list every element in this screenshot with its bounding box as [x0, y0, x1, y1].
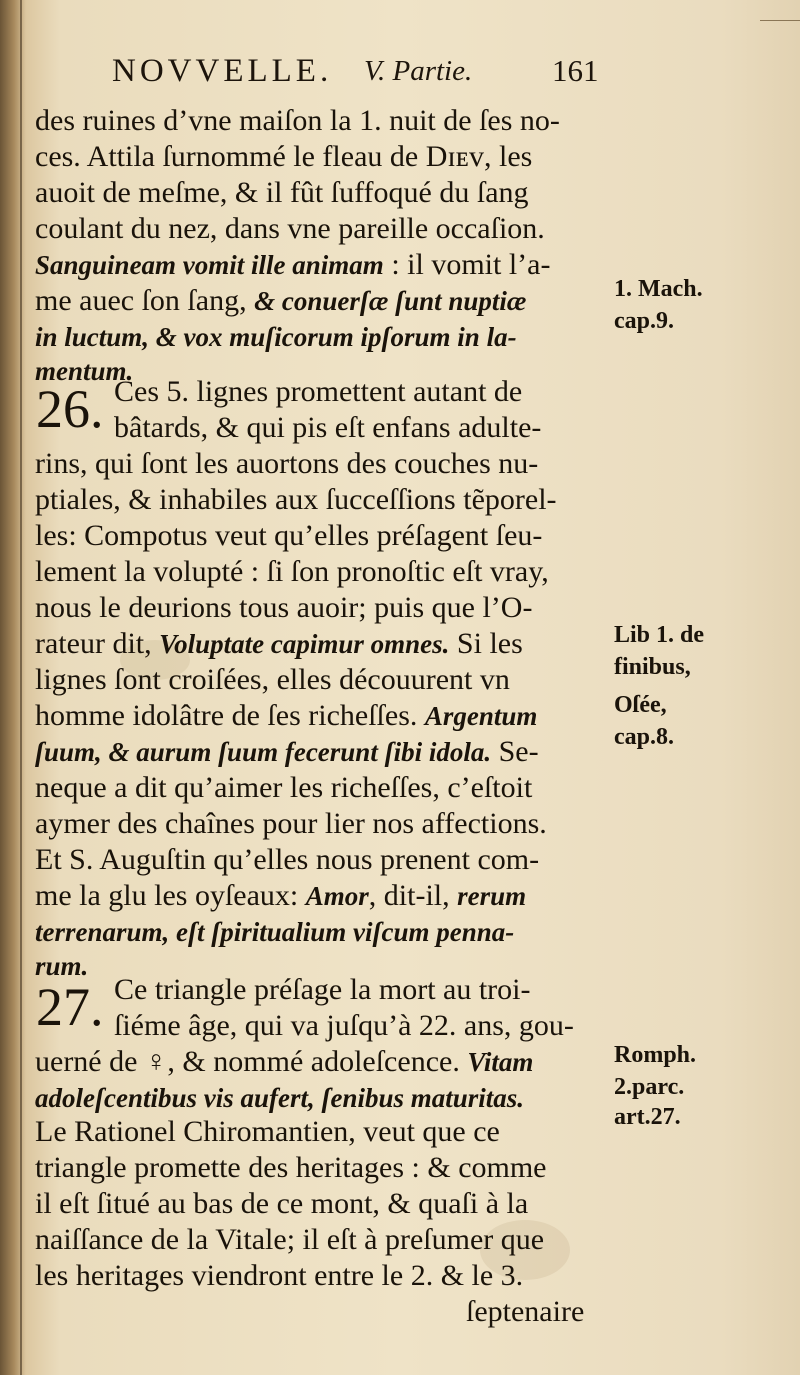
margin-note: 2.parc.	[614, 1074, 685, 1100]
latin-quote: Voluptate capimur omnes.	[159, 629, 450, 659]
page-number: 161	[552, 53, 599, 88]
latin-quote: rerum	[457, 881, 527, 911]
margin-note: 1. Mach.	[614, 276, 703, 302]
margin-note: Lib 1. de	[614, 622, 705, 648]
text-line: coulant du nez, dans vne pareille occaſion.	[35, 212, 545, 245]
text-line: aymer des chaînes pour lier nos affections.	[35, 807, 547, 840]
margin-note: cap.9.	[614, 308, 674, 334]
text-line: ptiales, & inhabiles aux ſucceſſions tẽporel-	[35, 483, 557, 516]
text-line: ces. Attila ſurnommé le fleau de Dɪᴇᴠ, les	[35, 140, 533, 173]
text-line: des ruines d’vne maiſon la 1. nuit de ſes no-	[35, 104, 560, 137]
catchword: ſeptenaire	[466, 1295, 585, 1328]
latin-quote: & conuerſæ ſunt nuptiæ	[254, 286, 527, 316]
text-line: in luctum, & vox muſicorum ipſorum in la-	[35, 322, 517, 352]
text-line: auoit de meſme, & il fût ſuffoqué du ſang	[35, 176, 529, 209]
paragraph-number: 26.	[36, 379, 104, 439]
latin-quote: Argentum	[424, 701, 538, 731]
margin-note: art.27.	[614, 1104, 681, 1130]
text-line	[35, 626, 605, 662]
text-line: mentum.	[35, 356, 134, 386]
text-line: terrenarum, eſt ſpiritualium viſcum penna-	[35, 917, 515, 947]
text-line: les: Compotus veut qu’elles préſagent ſeu-	[35, 519, 543, 552]
text-line: Et S. Auguſtin qu’elles nous prenent com-	[35, 843, 540, 876]
text-run: uerné de ♀, & nommé adoleſcence.	[35, 1045, 468, 1078]
text-line: ſiéme âge, qui va juſqu’à 22. ans, gou-	[114, 1009, 574, 1042]
text-run: homme idolâtre de ſes richeſſes.	[35, 699, 425, 732]
text-line: les heritages viendront entre le 2. & le 3.	[35, 1259, 524, 1292]
text-line: Ces 5. lignes promettent autant de	[114, 375, 523, 408]
text-line: bâtards, & qui pis eſt enfans adulte-	[114, 411, 542, 444]
text-run: me la glu les oyſeaux:	[35, 879, 306, 912]
text-line	[35, 698, 605, 734]
text-run: : il vomit l’a-	[383, 248, 551, 281]
text-line: neque a dit qu’aimer les richeſſes, c’eſtoit	[35, 771, 533, 804]
margin-note: cap.8.	[614, 724, 674, 750]
text-run: me auec ſon ſang,	[35, 284, 255, 317]
paragraph-number: 27.	[36, 977, 104, 1037]
text-line: nous le deurions tous auoir; puis que l’O-	[35, 591, 533, 624]
margin-note: Romph.	[614, 1042, 697, 1068]
running-title: NOVVELLE.	[112, 53, 333, 89]
text-line	[35, 283, 605, 319]
latin-quote: Sanguineam vomit ille animam	[35, 250, 384, 280]
text-run: , dit-il,	[368, 879, 458, 912]
text-line: rum.	[35, 951, 89, 981]
text-line: il eſt ſitué au bas de ce mont, & quaſi à la	[35, 1187, 529, 1220]
margin-note: Oſée,	[614, 692, 667, 718]
text-line: lement la volupté : ſi ſon pronoſtic eſt vray,	[35, 555, 549, 588]
latin-quote: Vitam	[467, 1047, 534, 1077]
text-run: Se-	[491, 735, 539, 768]
text-line	[35, 734, 605, 770]
text-line: lignes ſont croiſées, elles découurent vn	[35, 663, 510, 696]
text-line: Ce triangle préſage la mort au troi-	[114, 973, 531, 1006]
text-line: rins, qui ſont les auortons des couches nu-	[35, 447, 539, 480]
latin-quote: Amor	[305, 881, 369, 911]
text-line: triangle promette des heritages : & comme	[35, 1151, 547, 1184]
text-line	[35, 1044, 605, 1080]
text-run: rateur dit,	[35, 627, 160, 660]
text-line	[35, 878, 605, 914]
running-part: V. Partie.	[364, 55, 473, 87]
text-line: adoleſcentibus vis aufert, ſenibus maturitas.	[35, 1083, 525, 1113]
latin-quote: ſuum, & aurum ſuum fecerunt ſibi idola.	[35, 737, 492, 767]
margin-note: finibus,	[614, 654, 691, 680]
text-run: Si les	[449, 627, 523, 660]
text-line: naiſſance de la Vitale; il eſt à preſumer que	[35, 1223, 545, 1256]
text-line	[35, 247, 605, 283]
text-line: Le Rationel Chiromantien, veut que ce	[35, 1115, 500, 1148]
